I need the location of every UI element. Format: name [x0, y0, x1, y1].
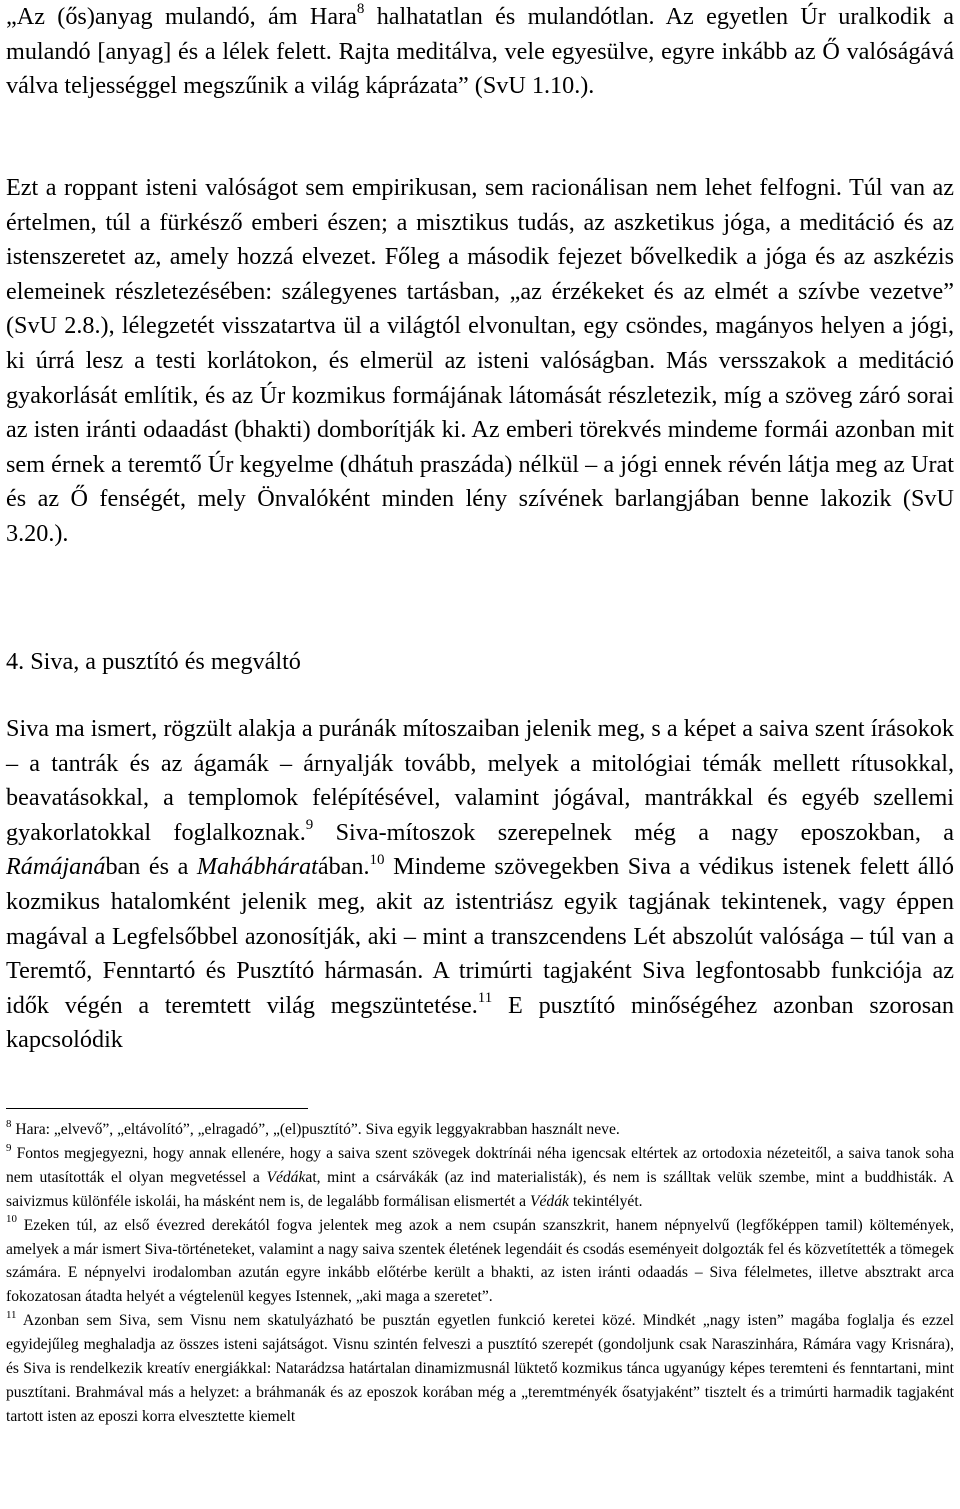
paragraph-reality: Ezt a roppant isteni valóságot sem empirikusan, sem racionálisan nem lehet felfogni. Túl van az értelmen, túl a fürkésző emberi észen; a misztikus tudás, az aszketikus jóga, a meditáció és az istenszeretet az, amely hozzá elvezet. Főleg a második fejezet bővelkedik a jóga és az aszkézis elemeinek részletezésében: szálegyenes tartásban, „az érzékeket és az elmét a szívbe vezetve” (SvU 2.8.), lélegzetét visszatartva ül a világtól elvonultan, egy csöndes, magányos helyen a jógi, ki úrrá lesz a testi korlátokon, és elmerül az isteni valóságban. Más versszakok a meditáció gyakorlását említik, és az Úr kozmikus formájának látomását részletezik, míg a szöveg záró sorai az isten iránti odaadást (bhakti) domborítják ki. Az emberi törekvés mindeme formái azonban mit sem érnek a teremtő Úr kegyelme (dhátuh praszáda) nélkül – a jógi ennek révén látja meg az Urat és az Ő fenségét, mely Önvalóként minden lény szívének barlangjában benne lakozik (SvU 3.20.).	[6, 174, 954, 547]
title-vedak: Védák	[529, 1192, 569, 1210]
footnote-text: Hara: „elvevő”, „eltávolító”, „elragadó”, „(el)pusztító”. Siva egyik leggyakrabban használt neve.	[11, 1121, 620, 1138]
footnote-number: 10	[6, 1213, 17, 1226]
footnote-number: 8	[6, 1117, 12, 1130]
footnote-9	[6, 1142, 954, 1214]
footnote-divider	[6, 1108, 308, 1109]
text-run: E pusztító minőségéhez azonban szorosan kapcsolódik	[6, 991, 954, 1054]
title-ramayana: Rámájaná	[6, 853, 106, 881]
footnote-11	[6, 1309, 954, 1429]
section-heading: 4. Siva, a pusztító és megváltó	[6, 648, 301, 675]
text-run: Siva ma ismert, rögzült alakja a puránák mítoszaiban jelenik meg, s a képet a saiva szent írásokok – a tantrák és az ágamák – árnyalják tovább, melyek a mitológiai témák mellett rítusokkal, beavatásokkal, a templomok felépítésével, valamint jógával, mantrákkal és egyéb szellemi gyakorlatokkal foglalkoznak.	[6, 715, 954, 846]
text-run: „Az (ős)anyag mulandó, ám Hara	[6, 3, 357, 30]
text-run: Mindeme szövegekben Siva a védikus istenek felett álló kozmikus hatalomként jelenik meg, akit az istentriász egyik tagjának tekintenek, vagy éppen magával a Legfelsőbbel azonosítják, aki – mint a transzcendens Lét abszolút valósága – túl van a Teremtő, Fenntartó és Pusztító hármasán. A trimúrti tagjaként Siva legfontosabb funkciója az idők végén a teremtett világ megszüntetése.	[6, 853, 954, 1019]
footnotes	[6, 1118, 954, 1429]
footnote-text: Ezeken túl, az első évezred derekától fogva jelentek meg azok a nem csupán szanszkrit, hanem népnyelvű (legfőképpen tamil) költemények, amelyek a már ismert Siva-történeteket, valamint a nagy saiva szentek életének legendáit és csodás eseményeit dolgozták fel és közvetítették a tömegek számára. E népnyelvi irodalomban azután egyre inkább előtérbe került a bhakti, az isten iránti odaadás – Siva félelmetes, illetve absztrakt arca fokozatosan átadta helyét a végtelenül kegyes Istennek, „aki maga a szeretet”.	[6, 1216, 954, 1306]
paragraph-quote	[6, 0, 954, 104]
text-run: ában.	[317, 853, 370, 881]
footnote-ref-11[interactable]: 11	[477, 990, 493, 1007]
footnote-ref-10[interactable]: 10	[369, 851, 385, 868]
text-run: halhatatlan és mulandótlan. Az egyetlen Úr uralkodik a mulandó [anyag] és a lélek felett. Rajta meditálva, vele egyesülve, egyre inkább az Ő valóságává válva teljességgel megszűnik a világ káprázata” (SvU 1.10.).	[6, 3, 954, 100]
footnote-text: at, mint a csárvákák (az ind materialisták), és nem is szálltak velük szembe, mint a buddhisták. A saivizmus különféle iskolái, ha másként nem is, de legalább formálisan elismertét a	[6, 1168, 954, 1210]
footnote-ref-9[interactable]: 9	[305, 817, 314, 834]
footnote-text: Azonban sem Siva, sem Visnu nem skatulyázható be pusztán egyetlen funkció keretei közé. Mindkét „nagy isten” magába foglalja és ezzel egyidejűleg meghaladja az összes isteni sajátságot. Visnu szintén felveszi a pusztító szerepét (gondoljunk csak Naraszinhára, Rámára vagy Krisnára), és Siva is rendelkezik kreatív energiákkal: Natarádzsa határtalan dinamizmusnál lüktető kozmikus tánca ugyanúgy képes teremteni és fenntartani, mint pusztítani. Brahmával más a helyzet: a bráhmanák és az eposzok korában még a „teremtményék ősatyjaként” tisztelt és a trimúrti harmadik tagjaként tartott isten az eposzi korra elvesztette kiemelt	[6, 1312, 954, 1425]
text-run: Siva-mítoszok szerepelnek még a nagy eposzokban, a	[313, 818, 954, 846]
footnote-text: tekintélyét.	[568, 1192, 643, 1210]
paragraph-siva	[6, 712, 954, 1058]
footnote-number: 11	[6, 1308, 17, 1321]
text-run: ban és a	[105, 853, 197, 881]
footnote-ref-8[interactable]: 8	[356, 1, 365, 18]
footnote-8	[6, 1118, 954, 1142]
title-mahabharata: Mahábhárat	[196, 853, 318, 881]
footnote-text: Fontos megjegyezni, hogy annak ellenére, hogy a saiva szent szövegek doktrínái néha igencsak eltértek az ortodoxia nézeteitől, a saiva tanok soha nem utasították el olyan megvetéssel a	[6, 1144, 954, 1186]
footnote-number: 9	[6, 1141, 12, 1154]
title-vedak: Védák	[266, 1168, 306, 1186]
footnote-10	[6, 1214, 954, 1310]
